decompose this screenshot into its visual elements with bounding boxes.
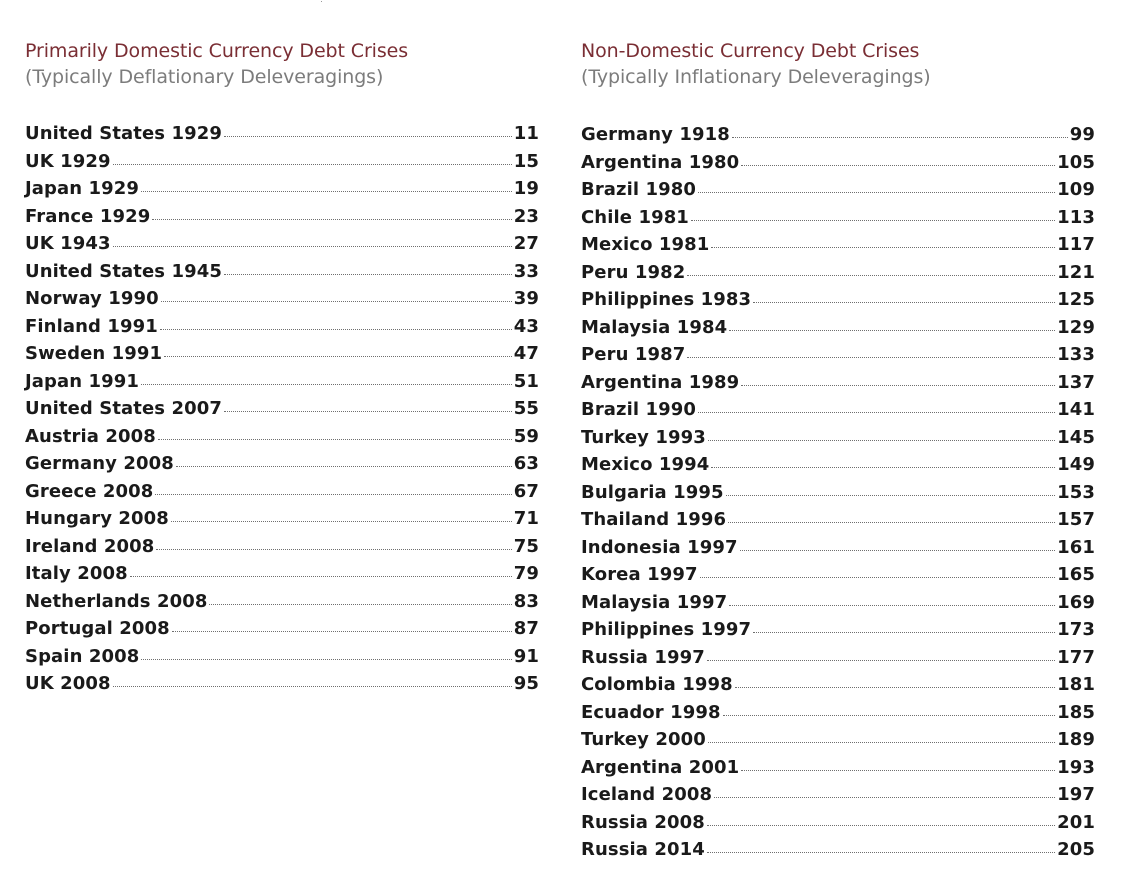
toc-entry-page-number: 43 [513, 315, 539, 337]
dot-leader [707, 825, 1055, 826]
dot-leader [714, 797, 1055, 798]
toc-entry-title: Chile 1981 [581, 206, 689, 228]
toc-entry-title: Russia 2008 [581, 811, 705, 833]
toc-entry-page-number: 173 [1057, 619, 1095, 640]
toc-entry-page-number: 19 [513, 178, 539, 199]
toc-entry[interactable] [581, 561, 1095, 589]
toc-entry-title: Brazil 1980 [581, 179, 697, 200]
dot-leader [141, 191, 512, 192]
toc-entry-page-number: 201 [1057, 811, 1095, 833]
non-domestic-crises-section [581, 38, 1095, 860]
non-domestic-heading: Non-Domestic Currency Debt Crises [581, 40, 920, 62]
toc-entry-page-number: 181 [1057, 674, 1095, 695]
toc-entry-title: United States 2007 [25, 398, 222, 419]
toc-entry[interactable] [25, 313, 539, 341]
toc-entry[interactable] [25, 560, 539, 588]
toc-entry-title: Brazil 1990 [581, 399, 697, 420]
dot-leader [156, 549, 511, 550]
toc-entry[interactable] [581, 424, 1095, 452]
toc-entry-page-number: 105 [1057, 151, 1095, 173]
toc-entry[interactable] [581, 644, 1095, 672]
toc-entry[interactable] [581, 176, 1095, 204]
dot-leader [753, 302, 1055, 303]
toc-entry-page-number: 91 [513, 645, 539, 667]
dot-leader [141, 659, 511, 660]
toc-entry[interactable] [25, 588, 539, 616]
toc-entry-title: Korea 1997 [581, 564, 698, 585]
dot-leader [224, 136, 512, 137]
dot-leader [711, 467, 1055, 468]
toc-entry[interactable] [581, 479, 1095, 507]
toc-entry[interactable] [581, 149, 1095, 177]
toc-entry-title: United States 1945 [25, 260, 222, 282]
toc-entry-title: Italy 2008 [25, 563, 128, 584]
toc-entry-page-number: 197 [1057, 784, 1095, 805]
toc-entry[interactable] [25, 340, 539, 368]
toc-entry-page-number: 169 [1057, 591, 1095, 613]
dot-leader [691, 220, 1055, 221]
toc-entry-title: Germany 1918 [581, 124, 730, 145]
toc-entry-title: Thailand 1996 [581, 509, 727, 530]
toc-entry-title: Bulgaria 1995 [581, 481, 724, 503]
toc-entry[interactable] [25, 615, 539, 643]
toc-entry-title: Austria 2008 [25, 425, 156, 447]
toc-entry[interactable] [581, 451, 1095, 479]
toc-entry-page-number: 75 [513, 535, 539, 557]
toc-entry-page-number: 193 [1057, 756, 1095, 778]
dot-leader [700, 577, 1056, 578]
toc-entry-title: UK 1929 [25, 150, 111, 172]
toc-entry-page-number: 109 [1057, 179, 1095, 200]
non-domestic-subheading: (Typically Inflationary Deleveragings) [581, 66, 931, 88]
toc-entry-title: Portugal 2008 [25, 618, 170, 639]
dot-leader [741, 165, 1055, 166]
toc-entry-page-number: 63 [513, 453, 539, 474]
toc-entry-title: Malaysia 1984 [581, 316, 728, 338]
dot-leader [687, 275, 1055, 276]
toc-entry-page-number: 55 [513, 398, 539, 419]
toc-entry-title: Norway 1990 [25, 288, 159, 309]
dot-leader [160, 329, 512, 330]
toc-entry-title: Colombia 1998 [581, 674, 733, 695]
dot-leader [732, 137, 1068, 138]
toc-entry-page-number: 71 [513, 508, 539, 529]
dot-leader [698, 192, 1055, 193]
toc-entry-page-number: 149 [1057, 454, 1095, 475]
toc-entry-title: Iceland 2008 [581, 784, 713, 805]
toc-entry-title: Russia 2014 [581, 839, 705, 860]
toc-entry-title: Argentina 2001 [581, 756, 740, 778]
toc-entry-title: Greece 2008 [25, 480, 154, 502]
toc-entry-page-number: 95 [513, 673, 539, 694]
dot-leader [155, 494, 511, 495]
toc-entry[interactable] [581, 314, 1095, 342]
dot-leader [172, 631, 512, 632]
dot-leader [164, 356, 512, 357]
dot-leader [741, 385, 1055, 386]
toc-entry-title: United States 1929 [25, 123, 222, 144]
domestic-crises-section [25, 38, 539, 694]
toc-entry-title: Finland 1991 [25, 315, 158, 337]
dot-leader [729, 605, 1055, 606]
toc-entry-title: Turkey 2000 [581, 729, 706, 750]
toc-entry-page-number: 185 [1057, 701, 1095, 723]
toc-entry-page-number: 157 [1057, 509, 1095, 530]
toc-entry[interactable] [25, 258, 539, 286]
toc-entry-page-number: 133 [1057, 344, 1095, 365]
domestic-heading: Primarily Domestic Currency Debt Crises [25, 40, 409, 62]
toc-entry-page-number: 51 [513, 370, 539, 392]
toc-entry[interactable] [25, 203, 539, 231]
toc-entry-page-number: 15 [513, 150, 539, 172]
toc-entry-title: Malaysia 1997 [581, 591, 728, 613]
toc-entry-title: Argentina 1980 [581, 151, 740, 173]
toc-entry[interactable] [581, 231, 1095, 259]
toc-entry[interactable] [25, 670, 539, 698]
toc-entry-page-number: 67 [513, 480, 539, 502]
stray-dot [321, 1, 322, 2]
toc-entry-page-number: 189 [1057, 729, 1095, 750]
toc-entry[interactable] [581, 616, 1095, 644]
toc-entry-page-number: 165 [1057, 564, 1095, 585]
toc-entry[interactable] [581, 121, 1095, 149]
dot-leader [158, 439, 512, 440]
toc-entry[interactable] [581, 699, 1095, 727]
toc-entry[interactable] [581, 204, 1095, 232]
toc-entry-page-number: 47 [513, 343, 539, 364]
toc-entry[interactable] [25, 395, 539, 423]
toc-entry[interactable] [581, 754, 1095, 782]
toc-entry-page-number: 129 [1057, 316, 1095, 338]
toc-entry[interactable] [25, 230, 539, 258]
toc-entry-page-number: 125 [1057, 289, 1095, 310]
dot-leader [171, 521, 512, 522]
toc-entry-title: Peru 1982 [581, 261, 686, 283]
toc-entry[interactable] [581, 259, 1095, 287]
toc-entry-page-number: 137 [1057, 371, 1095, 393]
dot-leader [726, 495, 1056, 496]
dot-leader [735, 687, 1055, 688]
toc-entry-title: Hungary 2008 [25, 508, 169, 529]
toc-entry-title: UK 2008 [25, 673, 111, 694]
toc-entry-title: Russia 1997 [581, 646, 705, 668]
toc-entry-page-number: 153 [1057, 481, 1095, 503]
toc-entry-page-number: 27 [513, 233, 539, 254]
toc-entry[interactable] [25, 643, 539, 671]
toc-entry[interactable] [25, 285, 539, 313]
dot-leader [728, 522, 1055, 523]
toc-entry-title: Peru 1987 [581, 344, 686, 365]
dot-leader [708, 742, 1055, 743]
toc-entry[interactable] [25, 505, 539, 533]
toc-entry-title: Japan 1991 [25, 370, 140, 392]
toc-entry-title: Sweden 1991 [25, 343, 163, 364]
toc-entry[interactable] [581, 836, 1095, 864]
toc-entry-title: Spain 2008 [25, 645, 140, 667]
dot-leader [698, 412, 1055, 413]
toc-entry[interactable] [25, 423, 539, 451]
toc-entry-page-number: 83 [513, 590, 539, 612]
dot-leader [740, 550, 1056, 551]
toc-entry-title: Philippines 1997 [581, 619, 752, 640]
toc-entry[interactable] [581, 671, 1095, 699]
toc-entry-title: Mexico 1981 [581, 234, 710, 255]
dot-leader [209, 604, 511, 605]
toc-entry-title: Philippines 1983 [581, 289, 752, 310]
toc-entry-title: Germany 2008 [25, 453, 174, 474]
toc-entry[interactable] [581, 286, 1095, 314]
dot-leader [741, 770, 1055, 771]
toc-entry-title: Japan 1929 [25, 178, 140, 199]
toc-entry-page-number: 11 [513, 123, 539, 144]
dot-leader [687, 357, 1055, 358]
toc-entry[interactable] [581, 589, 1095, 617]
dot-leader [224, 274, 512, 275]
toc-entry-page-number: 161 [1057, 536, 1095, 558]
toc-entry-title: Ireland 2008 [25, 535, 155, 557]
toc-entry[interactable] [25, 175, 539, 203]
dot-leader [753, 632, 1055, 633]
toc-entry-page-number: 79 [513, 563, 539, 584]
dot-leader [130, 576, 512, 577]
toc-entry-title: Ecuador 1998 [581, 701, 721, 723]
toc-entry[interactable] [25, 450, 539, 478]
non-domestic-entry-list [581, 121, 1095, 864]
dot-leader [141, 384, 512, 385]
toc-entry[interactable] [25, 120, 539, 148]
dot-leader [711, 247, 1055, 248]
dot-leader [723, 715, 1056, 716]
toc-entry-page-number: 141 [1057, 399, 1095, 420]
toc-entry[interactable] [25, 148, 539, 176]
toc-entry-page-number: 177 [1057, 646, 1095, 668]
toc-entry-page-number: 99 [1069, 124, 1095, 145]
toc-entry-page-number: 121 [1057, 261, 1095, 283]
toc-entry[interactable] [581, 506, 1095, 534]
toc-entry[interactable] [581, 809, 1095, 837]
toc-entry[interactable] [581, 781, 1095, 809]
dot-leader [176, 466, 512, 467]
toc-entry-page-number: 33 [513, 260, 539, 282]
toc-entry-title: Indonesia 1997 [581, 536, 738, 558]
domestic-subheading: (Typically Deflationary Deleveragings) [25, 66, 384, 88]
toc-entry[interactable] [25, 478, 539, 506]
toc-entry-page-number: 59 [513, 425, 539, 447]
toc-entry-page-number: 87 [513, 618, 539, 639]
toc-entry-title: France 1929 [25, 205, 151, 227]
dot-leader [707, 660, 1055, 661]
toc-entry[interactable] [581, 396, 1095, 424]
dot-leader [224, 411, 512, 412]
toc-entry[interactable] [25, 533, 539, 561]
toc-entry-title: Netherlands 2008 [25, 590, 208, 612]
toc-entry-page-number: 23 [513, 205, 539, 227]
toc-entry-title: Mexico 1994 [581, 454, 710, 475]
toc-entry-title: Turkey 1993 [581, 426, 706, 448]
toc-entry-page-number: 113 [1057, 206, 1095, 228]
toc-entry[interactable] [581, 726, 1095, 754]
dot-leader [113, 164, 512, 165]
toc-entry-page-number: 205 [1057, 839, 1095, 860]
toc-entry[interactable] [581, 534, 1095, 562]
dot-leader [113, 246, 512, 247]
dot-leader [708, 440, 1055, 441]
toc-entry-page-number: 39 [513, 288, 539, 309]
toc-entry[interactable] [25, 368, 539, 396]
toc-entry-title: UK 1943 [25, 233, 111, 254]
dot-leader [113, 686, 512, 687]
toc-entry-page-number: 145 [1057, 426, 1095, 448]
dot-leader [161, 301, 512, 302]
dot-leader [707, 852, 1055, 853]
toc-entry-page-number: 117 [1057, 234, 1095, 255]
toc-entry[interactable] [581, 369, 1095, 397]
domestic-entry-list [25, 120, 539, 698]
toc-entry[interactable] [581, 341, 1095, 369]
toc-entry-title: Argentina 1989 [581, 371, 740, 393]
dot-leader [152, 219, 511, 220]
dot-leader [729, 330, 1055, 331]
